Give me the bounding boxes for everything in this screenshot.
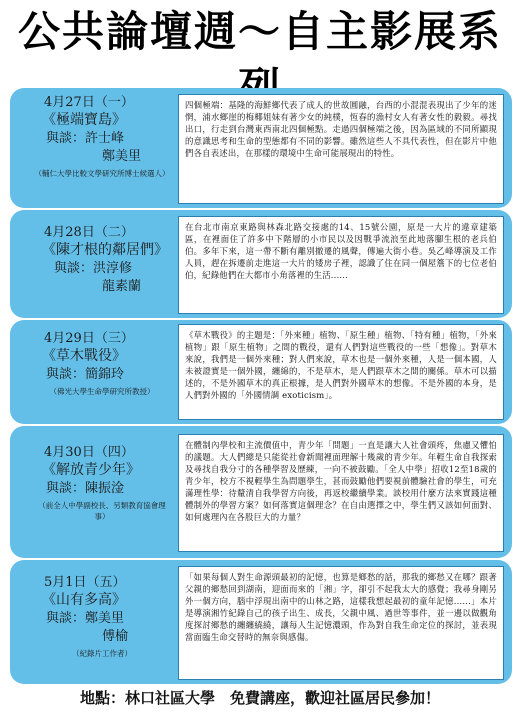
film-title: 《山有多高》: [42, 592, 126, 608]
screening-date: 4月29日（三）: [44, 331, 134, 346]
film-title: 《草木戰役》: [42, 348, 126, 364]
schedule-row: [10, 426, 512, 558]
guest-line: [24, 480, 170, 498]
guest-name: 陳振淦: [85, 481, 125, 496]
guest-name: 洪淳修: [93, 261, 133, 276]
guest-line: [24, 366, 170, 384]
guest-name-2: 龍素蘭: [102, 279, 142, 294]
film-description: [178, 216, 504, 314]
guest-name: 鄭美里: [85, 611, 125, 626]
guest-prefix: 與談：: [46, 131, 86, 146]
guest-name-2: 傅榆: [102, 629, 129, 644]
film-description: [178, 324, 504, 420]
row-info: [24, 560, 170, 684]
guest-line: [24, 130, 170, 148]
row-info: [24, 88, 170, 208]
screening-date: 5月1日（五）: [44, 575, 126, 590]
film-title: 《陳才根的鄰居們》: [42, 242, 168, 258]
screening-date: 4月28日（二）: [44, 225, 134, 240]
guest-note: （佛光大學生命學研究所教授）: [49, 387, 155, 396]
film-description: [178, 566, 504, 680]
guest-note: （紀錄片工作者）: [72, 649, 132, 658]
description-text: 在體制內學校和主流價值中，青少年「問題」一直是讓大人社會頭疼，焦慮又懼怕的議題。大人們總是只能從社會新聞裡面理解十幾歲的青少年。年輕生命自我探索及尋找自我分寸的各種學習及歷練，一向不被鼓勵。「全人中學」招收12至18歲的青少年，校方不視輕學生為問題學生，甚而鼓勵他們要視前體驗社會的學生，可充滿理性學：待釐清自我學習方向後，再返校繼續學業。談校用什麼方法來實踐這種體制外的學習方案？如何落實這個理念？在自由選擇之中，學生們又該如何面對、如何處理內在各股巨大的力量？: [185, 440, 497, 522]
guest-prefix: 與談：: [46, 367, 86, 382]
schedule-row: [10, 88, 512, 208]
schedule-row: [10, 560, 512, 684]
guest-name-2: 鄭美里: [102, 149, 142, 164]
description-text: 《草木戰役》的主題是：「外來種」植物、「原生種」植物、「特有種」植物，「外來植物」跟「原生植物」之間的戰役，還有人們對這些戰役的一些「想像」。對草木來說，我們是一個外來種；對人們來說，草木也是一個外來種，人是一個本國，人未被證實是一個外國，纏綿的，不是草木，是人們跟草木之間的關係。草木可以描述的，不是外國草木的真正根據，是人們對外國草木的想像。不是外國的本身，是人們對外國的「外國情調 exoticism」。: [185, 330, 497, 400]
row-info: [24, 426, 170, 558]
guest-name: 簡錦玲: [85, 367, 125, 382]
film-description: [178, 94, 504, 204]
guest-note: （前全人中學副校長、另類教育協會理事）: [38, 501, 166, 521]
film-title: 《極端寶島》: [42, 112, 126, 128]
guest-line: [24, 260, 170, 278]
guest-prefix: 與談：: [46, 611, 86, 626]
row-info: [24, 210, 170, 318]
film-title: 《解放青少年》: [42, 462, 140, 478]
schedule-row: [10, 210, 512, 318]
screening-date: 4月30日（四）: [44, 445, 134, 460]
description-text: 四個極端：基隆的海鮮鄉代表了成人的世故圓融，台西的小混混表現出了少年的迷惘，浦水鄉崖的梅椰姐妹有著少女的純樸，恆春的漁村女人有著女性的毅毅。尋找出口，行走到台灣東西南北四個極點。走過四個極端之後，因為區域的不同所顯現的意識思考和生命的型態都有不同的影響。雖然這些人不具代表性，但在影片中他們各自表述出，在那樣的環境中生命可能展現出的特性。: [185, 100, 497, 158]
guest-line: [24, 610, 170, 628]
film-description: [178, 434, 504, 552]
footer-location: 地點：林口社區大學 免費講座，歡迎社區居民參加！: [79, 689, 440, 707]
schedule-row: [10, 320, 512, 424]
guest-prefix: 與談：: [46, 481, 86, 496]
guest-name: 許士峰: [85, 131, 125, 146]
description-text: 在台北市南京東路與林森北路交接處的14、15號公園，原是一大片的違章建築區，在裡面住了許多中下階層的小市民以及因戰爭流浪至此地落腳生根的老兵伯伯。多年下來，這一帶不斷有離別撤遷的風聲，傳遍大街小巷。吳乙峰導演及工作人員，趕在拆遷前走進這一大片的矮房子裡，認識了住在同一個屋簷下的七位老伯伯，紀錄他們在大都市小角落裡的生活......: [185, 222, 497, 280]
page-title: 公共論壇週～自主影展系: [17, 7, 502, 56]
row-info: [24, 320, 170, 424]
guest-prefix: 與談：: [54, 261, 94, 276]
guest-note: （輔仁大學比較文學研究所博士候選人）: [34, 169, 170, 178]
description-text: 「如果每個人對生命源頭最初的記憶，也算是鄉愁的話，那我的鄉愁又在哪？跟著父親的鄉愁回到湖南，迎面而來的「湘」字，卻引不起我太大的感覺；我尋身剛另外一個方向，腦中浮現出南中的山林之路，這樣我想起最初的童年記憶......」本片是導演湘竹紀錄自己的孩子出生、成長，父親中風、過世等事件，並一邊以做觀角度探討鄉愁的纏纏繞繞，讓每人生記憶濃頭，作為對自我生命定位的探討，並表現當面臨生命交替時的無奈與感傷。: [185, 572, 497, 642]
screening-date: 4月27日（一）: [44, 95, 134, 110]
